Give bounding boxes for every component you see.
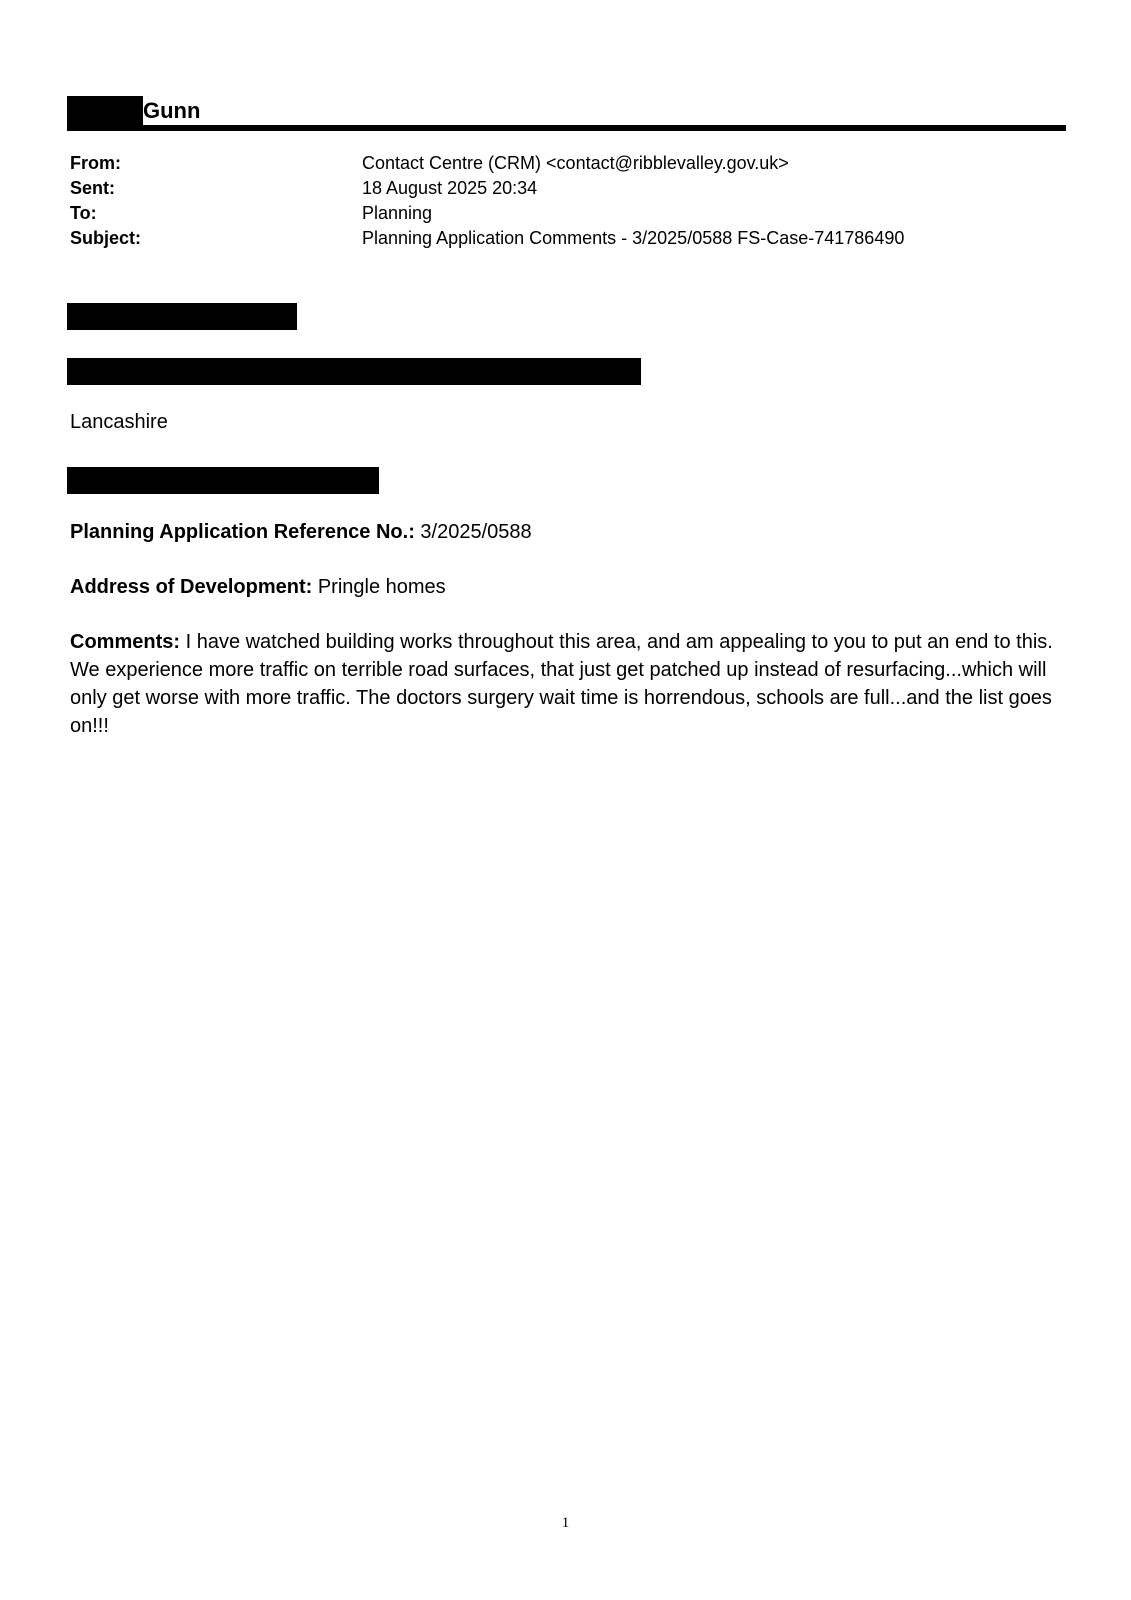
header-row-subject [70,226,1070,251]
comments-text: I have watched building works throughout this area, and am appealing to you to put an end to this. We experience more traffic on terrible road surfaces, that just get patched up instead of resurfacing...which will only get worse with more traffic. The doctors surgery wait time is horrendous, schools are full...and the list goes on!!! [70,631,1053,737]
header-label: From: [70,153,121,173]
header-divider [67,125,1066,131]
page-number: 1 [561,1515,570,1531]
development-address-label: Address of Development: [70,576,313,598]
header-value: 18 August 2025 20:34 [362,178,538,198]
header-value: Planning [362,203,433,223]
development-address-value: Pringle homes [317,576,446,598]
planning-reference-value: 3/2025/0588 [420,521,532,543]
sender-surname: Gunn [143,98,201,123]
email-headers [70,151,1070,251]
header-row-to [70,201,1070,226]
redaction-block-address [67,358,641,385]
header-value: Planning Application Comments - 3/2025/0588 FS-Case-741786490 [362,228,905,248]
header-value: Contact Centre (CRM) <contact@ribblevalley.gov.uk> [362,153,789,173]
comments [70,628,1065,740]
address-county: Lancashire [70,411,168,433]
sender-heading [67,95,200,127]
comments-label: Comments: [70,631,181,653]
planning-reference [70,518,1065,546]
header-row-sent [70,176,1070,201]
redaction-block [67,96,143,126]
header-label: Subject: [70,228,142,248]
header-row-from [70,151,1070,176]
development-address [70,573,1065,601]
redaction-block-name [67,303,297,330]
redaction-block-postcode [67,467,379,494]
planning-reference-label: Planning Application Reference No.: [70,521,415,543]
header-label: Sent: [70,178,115,198]
header-label: To: [70,203,97,223]
